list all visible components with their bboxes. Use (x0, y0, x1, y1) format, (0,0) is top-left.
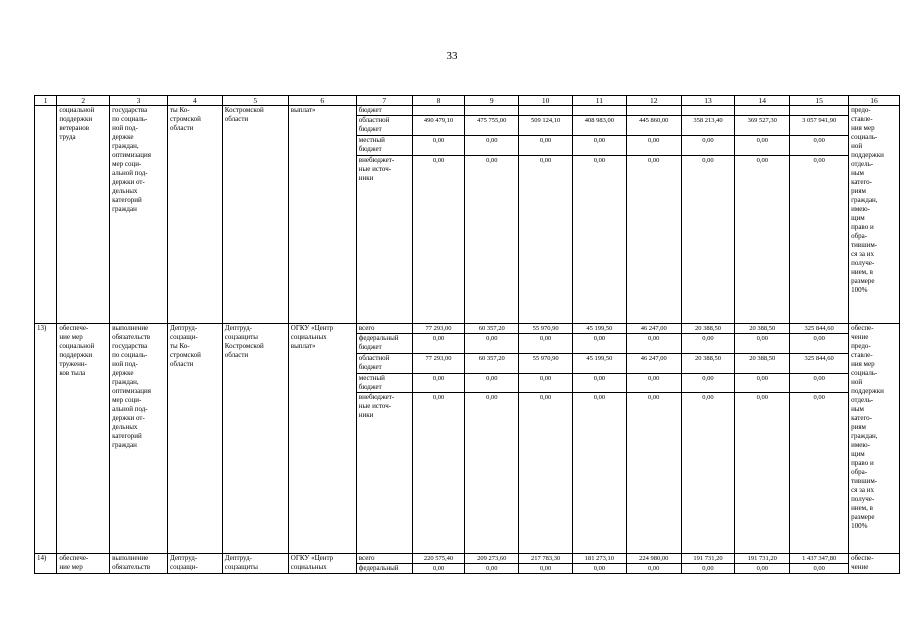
funding-value: 60 357,20 (465, 354, 519, 374)
funding-value: 0,00 (519, 393, 573, 554)
funding-value: 20 388,50 (681, 354, 735, 374)
funding-value: 358 213,40 (681, 116, 735, 136)
funding-value: 0,00 (572, 374, 626, 393)
column-number: 11 (572, 96, 626, 106)
funding-value: 77 293,00 (412, 324, 465, 334)
column-number: 7 (356, 96, 412, 106)
funding-value: 0,00 (572, 156, 626, 324)
column-number-row (35, 96, 900, 106)
funding-value (572, 106, 626, 116)
funding-value (626, 106, 681, 116)
funding-value: 1 437 347,80 (790, 554, 849, 564)
funding-value: 0,00 (790, 374, 849, 393)
funding-value: 0,00 (519, 564, 573, 574)
funding-value: 224 980,00 (626, 554, 681, 564)
funding-source: местный бюджет (356, 136, 412, 156)
measure-name: социальной поддержки ветеранов труда (57, 106, 110, 324)
funding-value: 325 844,60 (790, 354, 849, 374)
funding-source: федеральный (356, 564, 412, 574)
funding-value: 0,00 (790, 334, 849, 354)
expected-result: обеспе- чение предо- ставле- ния мер социаль- ной поддержки отдель- ным катего- риям граждан, имею- щим право и обра- тившим- ся за их получе- нием, в размере 100% (849, 324, 900, 554)
column-number: 13 (681, 96, 735, 106)
funding-source: областной бюджет (356, 116, 412, 136)
funding-value: 0,00 (681, 334, 735, 354)
funding-source: всего (356, 554, 412, 564)
funding-value: 445 860,00 (626, 116, 681, 136)
funding-value: 0,00 (681, 374, 735, 393)
expected-result: обеспе- чение (849, 554, 900, 574)
funding-value: 0,00 (465, 136, 519, 156)
funding-value: 0,00 (412, 564, 465, 574)
funding-value: 0,00 (412, 334, 465, 354)
funding-value: 0,00 (626, 334, 681, 354)
table-row (35, 324, 900, 334)
funding-value: 0,00 (519, 136, 573, 156)
column-number: 4 (167, 96, 222, 106)
column-number: 5 (222, 96, 288, 106)
funding-value: 0,00 (412, 136, 465, 156)
funding-value: 0,00 (412, 156, 465, 324)
funding-value: 46 247,00 (626, 324, 681, 334)
expected-result: предо- ставле- ния мер социаль- ной поддержки отдель- ным катего- риям граждан, имею- щим право и обра- тившим- ся за их получе- нием, в размере 100% (849, 106, 900, 324)
funding-value: 0,00 (790, 393, 849, 554)
column-number: 2 (57, 96, 110, 106)
funding-value: 0,00 (572, 564, 626, 574)
funding-value: 0,00 (790, 136, 849, 156)
funding-value: 20 388,50 (735, 354, 790, 374)
column-number: 15 (790, 96, 849, 106)
funding-value (412, 106, 465, 116)
budget-table (34, 95, 900, 574)
column-number: 14 (735, 96, 790, 106)
funding-value: 0,00 (735, 156, 790, 324)
funding-value: 0,00 (735, 334, 790, 354)
funding-value: 0,00 (681, 136, 735, 156)
recipient: ОГКУ «Центр социальных выплат» (288, 324, 356, 554)
funding-source: внебюджет- ные источ- ники (356, 156, 412, 324)
funding-value: 0,00 (735, 136, 790, 156)
funding-value: 0,00 (735, 374, 790, 393)
column-number: 9 (465, 96, 519, 106)
funding-value (519, 106, 573, 116)
measure-name: обеспече- ние мер социальной поддержки труженн- ков тыла (57, 324, 110, 554)
funding-source: всего (356, 324, 412, 334)
funding-value: 509 124,10 (519, 116, 573, 136)
funding-source: бюджет (356, 106, 412, 116)
table-row (35, 554, 900, 564)
measure-name: обеспече- ние мер (57, 554, 110, 574)
funding-value: 0,00 (519, 156, 573, 324)
column-number: 1 (35, 96, 57, 106)
funding-value: 369 527,30 (735, 116, 790, 136)
co-executor: Дептруд- соцзащиты Костромской области (222, 324, 288, 554)
funding-value: 217 783,30 (519, 554, 573, 564)
funding-value: 0,00 (572, 334, 626, 354)
funding-value: 0,00 (681, 564, 735, 574)
column-number: 10 (519, 96, 573, 106)
table-row (35, 106, 900, 116)
funding-value: 408 983,00 (572, 116, 626, 136)
funding-source: федеральный бюджет (356, 334, 412, 354)
column-number: 16 (849, 96, 900, 106)
funding-value: 0,00 (519, 334, 573, 354)
funding-value (735, 106, 790, 116)
recipient: выплат» (288, 106, 356, 324)
row-number (35, 106, 57, 324)
funding-value: 0,00 (465, 564, 519, 574)
responsible-executor: Дептруд- соцзащи- (167, 554, 222, 574)
responsible-executor: ты Ко- стромской области (167, 106, 222, 324)
funding-value (465, 106, 519, 116)
funding-value: 181 273,10 (572, 554, 626, 564)
funding-value: 191 731,20 (681, 554, 735, 564)
funding-value: 325 844,60 (790, 324, 849, 334)
funding-value: 0,00 (572, 136, 626, 156)
funding-value: 191 731,20 (735, 554, 790, 564)
funding-value: 0,00 (735, 564, 790, 574)
column-number: 8 (412, 96, 465, 106)
funding-value: 55 970,90 (519, 354, 573, 374)
funding-value (790, 106, 849, 116)
funding-value: 45 199,50 (572, 354, 626, 374)
co-executor: Костромской области (222, 106, 288, 324)
funding-value: 490 479,10 (412, 116, 465, 136)
funding-value: 0,00 (626, 374, 681, 393)
task-description: выполнение обязательств государства по социаль- ной под- держке граждан, оптимизация мер соци- альной под- держки от- дельных категорий граждан (110, 324, 168, 554)
task-description: государства по социаль- ной под- держке граждан, оптимизация мер соци- альной под- держки от- дельных категорий граждан (110, 106, 168, 324)
funding-value: 0,00 (681, 156, 735, 324)
funding-value: 0,00 (412, 393, 465, 554)
funding-source: местный бюджет (356, 374, 412, 393)
funding-value: 0,00 (626, 136, 681, 156)
funding-value: 20 388,50 (735, 324, 790, 334)
funding-value: 0,00 (519, 374, 573, 393)
responsible-executor: Дептруд- соцзащи- ты Ко- стромской области (167, 324, 222, 554)
funding-source: областной бюджет (356, 354, 412, 374)
funding-value: 55 970,90 (519, 324, 573, 334)
funding-value: 77 293,00 (412, 354, 465, 374)
funding-value: 3 057 941,90 (790, 116, 849, 136)
funding-value: 0,00 (790, 564, 849, 574)
recipient: ОГКУ «Центр социальных (288, 554, 356, 574)
page-number: 33 (446, 50, 458, 62)
funding-value: 0,00 (626, 564, 681, 574)
column-number: 6 (288, 96, 356, 106)
funding-value: 45 199,50 (572, 324, 626, 334)
funding-value: 0,00 (465, 393, 519, 554)
funding-value: 0,00 (790, 156, 849, 324)
funding-value: 60 357,20 (465, 324, 519, 334)
funding-value: 209 273,60 (465, 554, 519, 564)
funding-value: 475 755,00 (465, 116, 519, 136)
row-number: 14) (35, 554, 57, 574)
funding-value: 0,00 (681, 393, 735, 554)
funding-value: 0,00 (626, 393, 681, 554)
funding-value (681, 106, 735, 116)
column-number: 3 (110, 96, 168, 106)
row-number: 13) (35, 324, 57, 554)
funding-value: 0,00 (465, 374, 519, 393)
co-executor: Дептруд- соцзащиты (222, 554, 288, 574)
task-description: выполнение обязательств (110, 554, 168, 574)
funding-value: 220 575,40 (412, 554, 465, 564)
column-number: 12 (626, 96, 681, 106)
funding-value: 20 388,50 (681, 324, 735, 334)
funding-value: 0,00 (412, 374, 465, 393)
funding-value: 0,00 (465, 334, 519, 354)
funding-value: 46 247,00 (626, 354, 681, 374)
funding-value: 0,00 (572, 393, 626, 554)
funding-value: 0,00 (465, 156, 519, 324)
funding-value: 0,00 (626, 156, 681, 324)
funding-value: 0,00 (735, 393, 790, 554)
funding-source: внебюджет- ные источ- ники (356, 393, 412, 554)
